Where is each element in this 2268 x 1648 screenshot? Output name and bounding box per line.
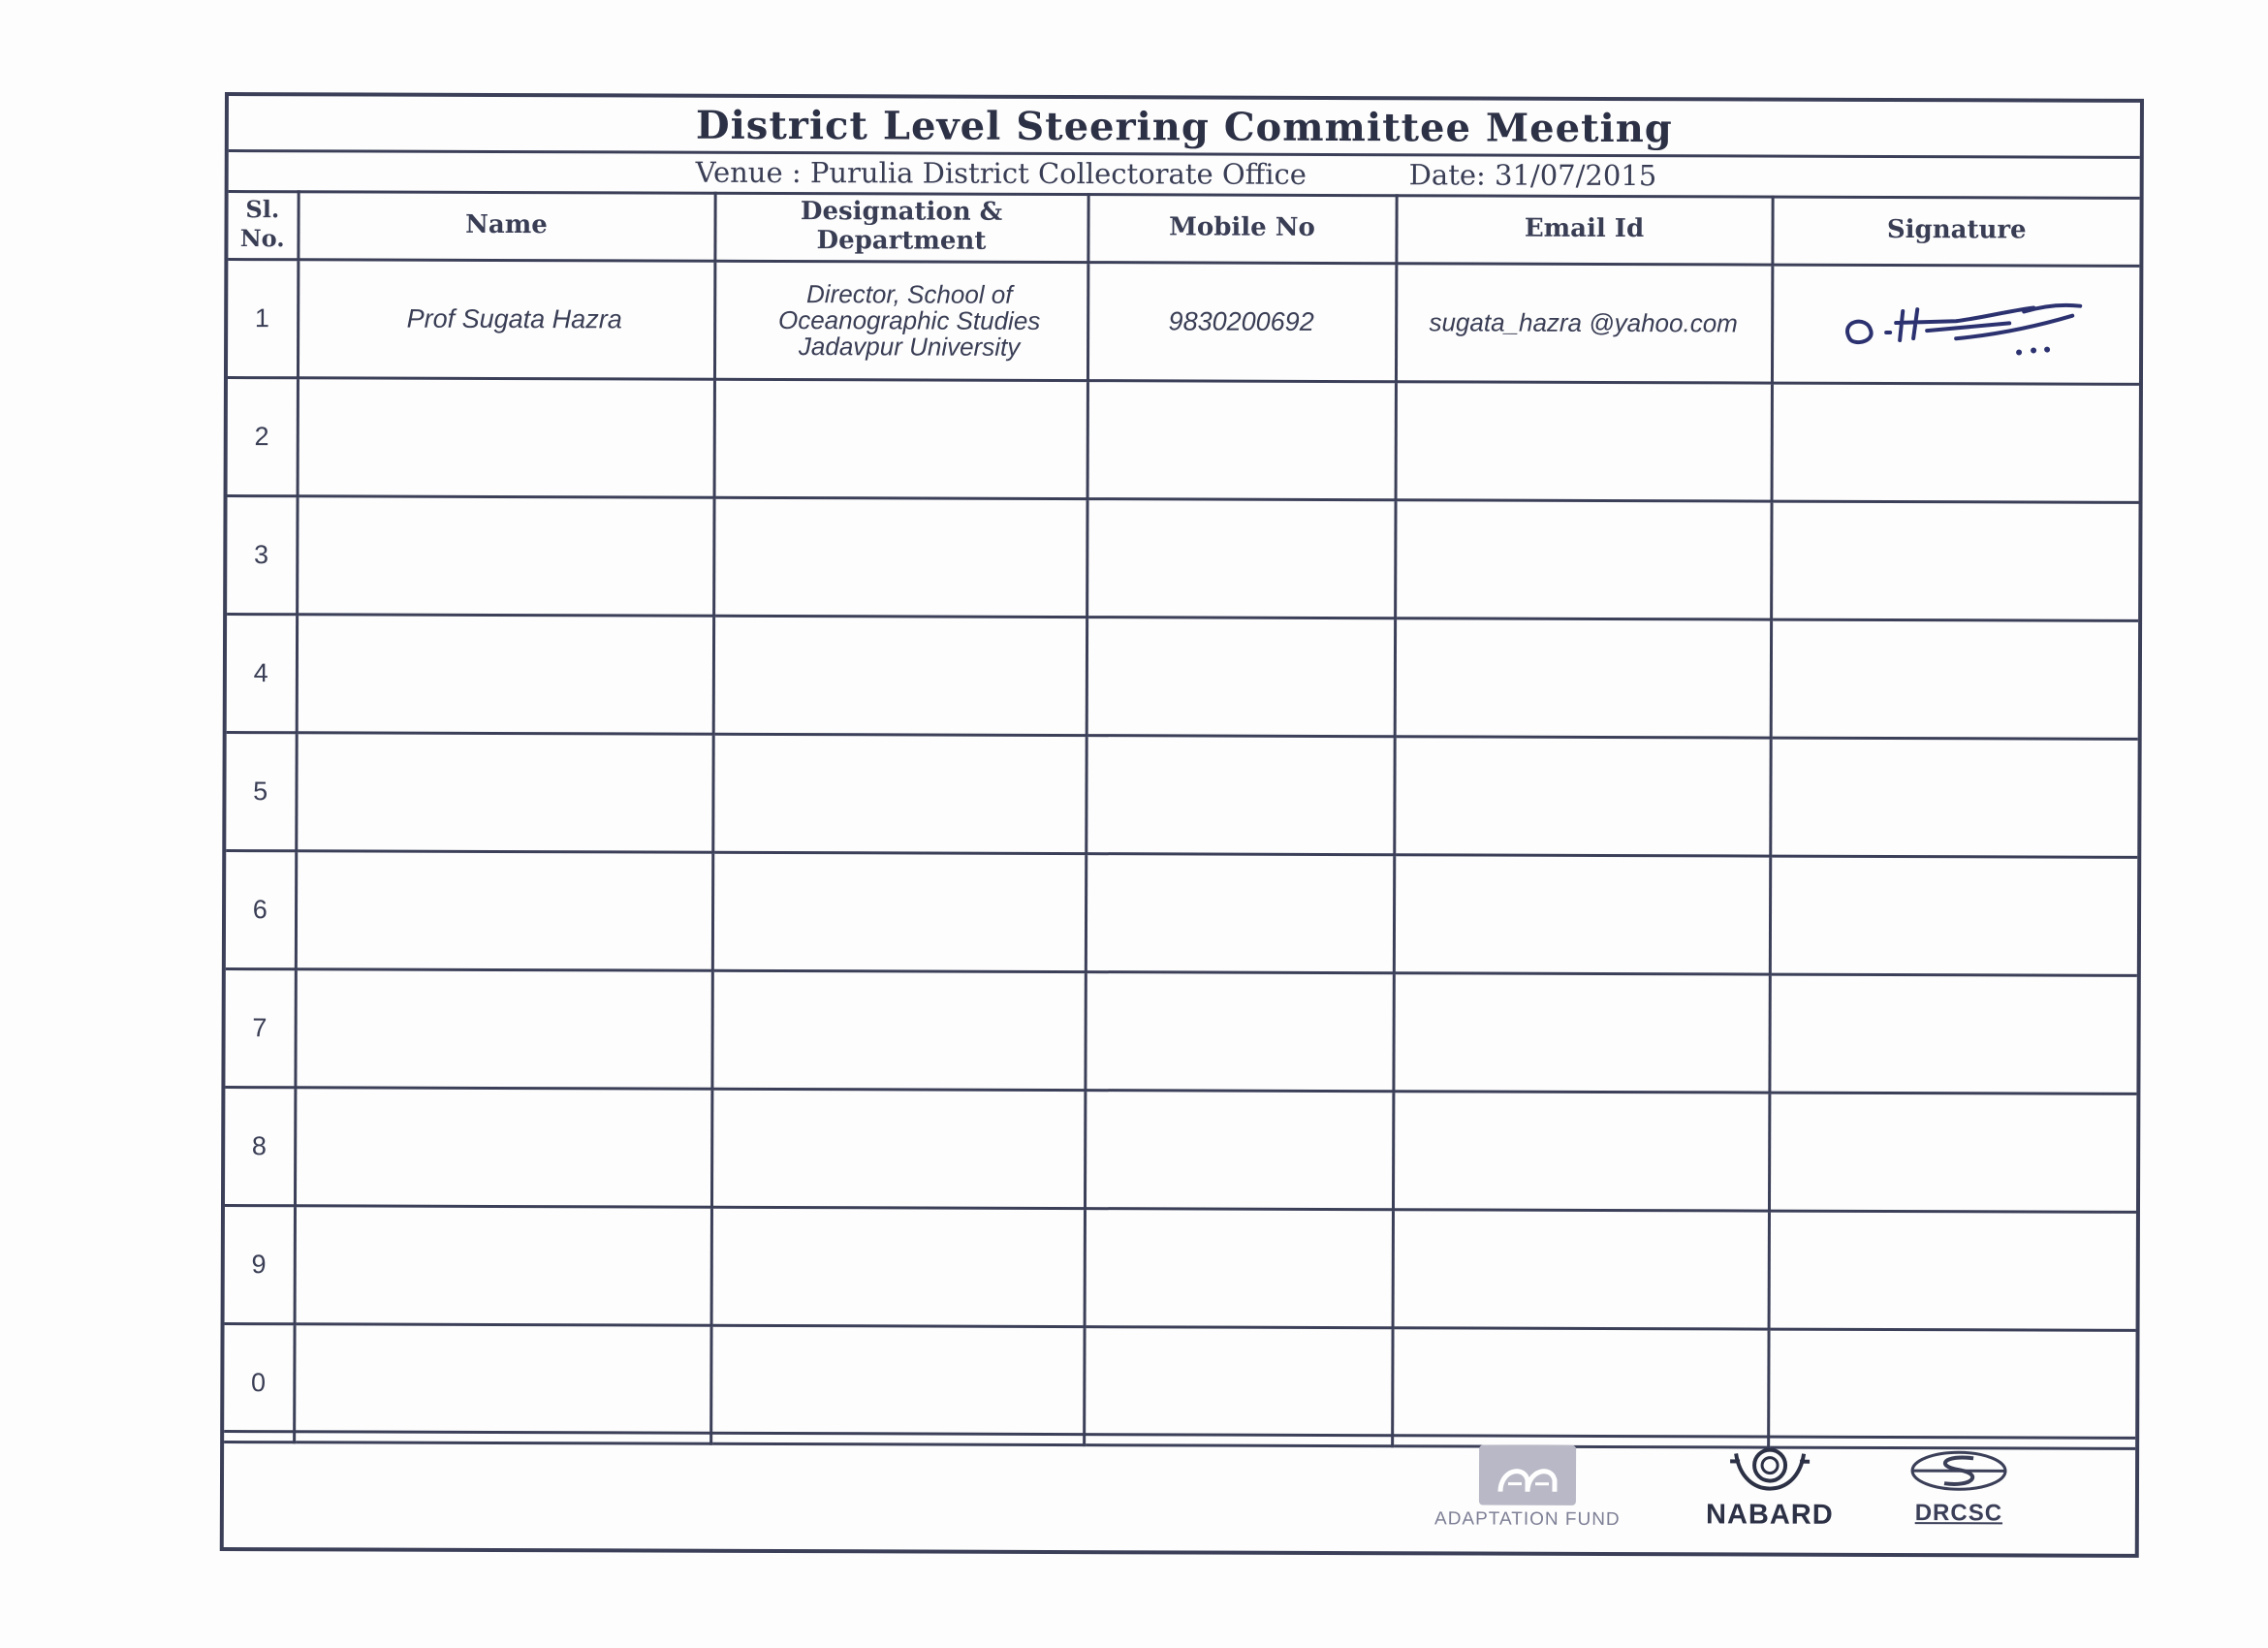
sl-cell: 2: [228, 377, 298, 495]
table-row: [226, 732, 2137, 857]
designation-cell[interactable]: [711, 1207, 1085, 1326]
mobile-cell[interactable]: [1086, 735, 1394, 854]
sl-cell: 6: [226, 850, 296, 968]
sheet-title: District Level Steering Committee Meeting: [229, 96, 2140, 159]
sl-cell: 4: [227, 614, 297, 732]
name-cell[interactable]: [296, 732, 712, 852]
name-cell[interactable]: [298, 377, 714, 497]
adaptation-fund-logo: [1397, 1444, 1658, 1531]
signature-cell[interactable]: [1770, 856, 2137, 975]
email-cell[interactable]: [1395, 499, 1771, 618]
name-cell[interactable]: [297, 495, 713, 616]
designation-cell[interactable]: [711, 970, 1085, 1090]
mobile-cell[interactable]: [1085, 1208, 1393, 1327]
header-signature: Signature: [1772, 196, 2139, 266]
name-cell[interactable]: [296, 850, 712, 970]
email-cell[interactable]: [1393, 972, 1769, 1092]
mobile-cell[interactable]: [1084, 1326, 1392, 1445]
name-cell[interactable]: [295, 968, 711, 1089]
designation-cell: Director, School of Oceanographic Studies Jadavpur University: [714, 261, 1087, 380]
date-text: Date: 31/07/2015: [1408, 158, 1657, 193]
name-cell[interactable]: [295, 1205, 711, 1325]
signature-cell[interactable]: [1771, 501, 2138, 620]
logo-footer: [224, 1430, 2135, 1554]
signature-cell[interactable]: [1772, 383, 2139, 502]
signature-cell[interactable]: [1770, 738, 2137, 857]
name-cell: Prof Sugata Hazra: [298, 259, 714, 379]
drcsc-emblem-icon: [1906, 1448, 2012, 1493]
venue-text: Venue : Purulia District Collectorate Office: [695, 155, 1307, 191]
header-mobile: Mobile No: [1087, 193, 1396, 263]
drcsc-label: DRCSC: [1914, 1500, 2003, 1527]
table-row: [228, 377, 2139, 502]
sl-cell: 7: [225, 968, 295, 1087]
email-cell[interactable]: [1392, 1327, 1768, 1446]
email-cell[interactable]: [1395, 618, 1771, 737]
sl-cell: 1: [228, 259, 298, 377]
email-cell: sugata_hazra @yahoo.com: [1396, 263, 1772, 382]
name-cell[interactable]: [297, 614, 713, 734]
signature-cell[interactable]: [1769, 1093, 2136, 1212]
sl-cell: 0: [224, 1323, 294, 1442]
drcsc-logo: [1886, 1448, 2032, 1528]
email-cell[interactable]: [1393, 1091, 1769, 1210]
table-row: [224, 1323, 2135, 1448]
signature-cell[interactable]: [1769, 974, 2136, 1093]
name-cell[interactable]: [295, 1087, 711, 1207]
table-row: [228, 259, 2139, 384]
email-cell[interactable]: [1394, 736, 1770, 855]
table-row: [227, 495, 2138, 620]
designation-cell[interactable]: [712, 734, 1086, 853]
signature-cell[interactable]: [1768, 1329, 2135, 1448]
attendance-sheet: [220, 92, 2144, 1558]
header-designation: Designation & Department: [714, 192, 1087, 262]
designation-cell[interactable]: [713, 616, 1087, 735]
signature-cell[interactable]: [1769, 1211, 2136, 1330]
header-name: Name: [298, 190, 714, 261]
sl-cell: 3: [227, 495, 297, 614]
mobile-cell[interactable]: [1085, 971, 1393, 1091]
header-sl-no: Sl. No.: [228, 190, 298, 259]
table-row: [225, 968, 2136, 1093]
mobile-cell[interactable]: [1087, 380, 1396, 499]
designation-cell[interactable]: [713, 497, 1087, 617]
sl-cell: 9: [225, 1205, 295, 1323]
attendance-table: [224, 190, 2139, 1449]
nabard-emblem-icon: [1726, 1443, 1813, 1492]
sl-cell: 8: [225, 1087, 295, 1205]
email-cell[interactable]: [1396, 381, 1772, 500]
nabard-logo: [1678, 1443, 1862, 1532]
designation-cell[interactable]: [711, 1089, 1085, 1208]
handwritten-signature: [1811, 281, 2101, 360]
mobile-cell[interactable]: [1087, 498, 1395, 618]
email-cell[interactable]: [1393, 1209, 1769, 1328]
mobile-cell[interactable]: [1087, 617, 1395, 736]
signature-cell: [1772, 265, 2139, 384]
mobile-cell[interactable]: [1085, 1090, 1393, 1209]
signature-cell[interactable]: [1771, 619, 2138, 739]
table-row: [227, 614, 2138, 739]
name-cell[interactable]: [294, 1323, 710, 1443]
table-row: [226, 850, 2137, 975]
designation-cell[interactable]: [714, 379, 1087, 498]
table-row: [225, 1087, 2136, 1212]
table-header-row: [228, 190, 2139, 266]
header-email: Email Id: [1396, 194, 1772, 264]
designation-cell[interactable]: [712, 852, 1086, 971]
designation-cell[interactable]: [710, 1325, 1084, 1444]
email-cell[interactable]: [1394, 854, 1770, 973]
nabard-label: NABARD: [1705, 1499, 1834, 1531]
adaptation-fund-icon: [1479, 1445, 1576, 1505]
mobile-cell: 9830200692: [1087, 262, 1396, 381]
adaptation-fund-label: ADAPTATION FUND: [1434, 1508, 1621, 1531]
sl-cell: 5: [226, 732, 296, 850]
mobile-cell[interactable]: [1086, 853, 1394, 972]
table-row: [225, 1205, 2136, 1330]
